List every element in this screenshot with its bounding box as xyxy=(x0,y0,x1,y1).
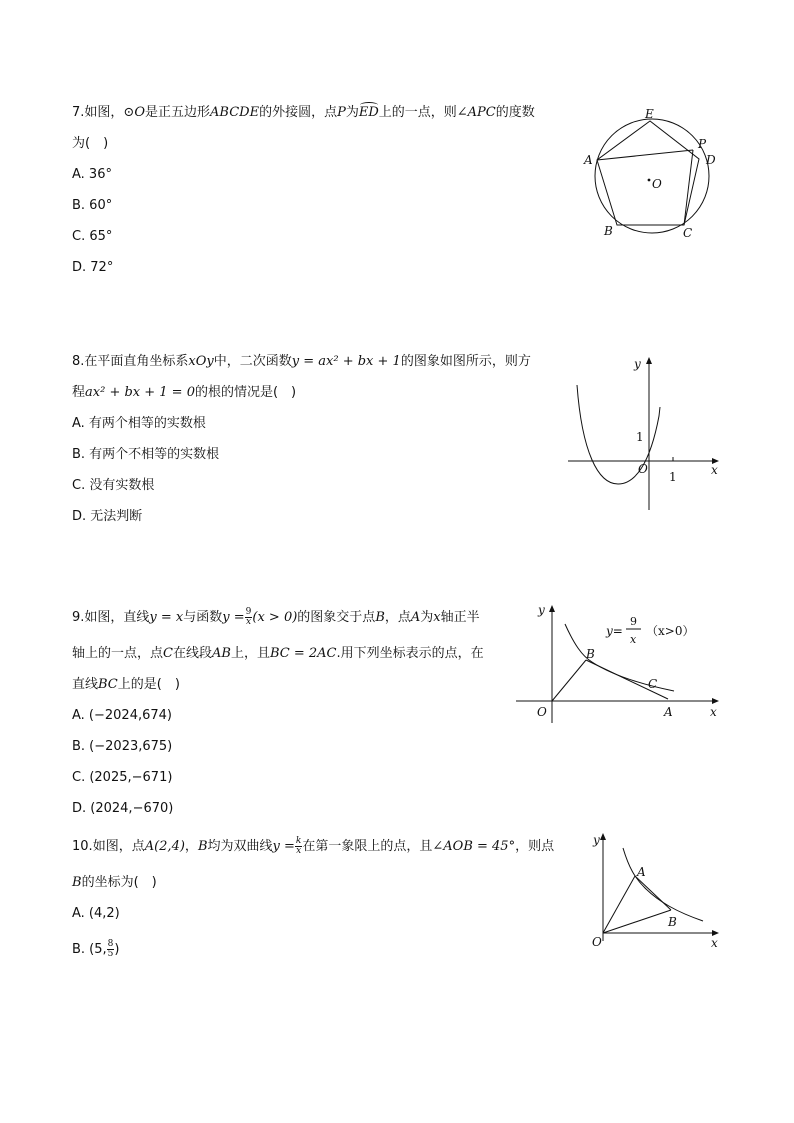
stem-text: 在平面直角坐标系 xyxy=(84,354,189,369)
question-8-stem xyxy=(72,353,531,371)
label-y: y xyxy=(634,357,641,371)
stem-text: 均为双曲线 xyxy=(207,839,273,854)
option-d[interactable]: D. 无法判断 xyxy=(72,509,143,524)
question-7-stem xyxy=(72,104,535,122)
label-C: C xyxy=(648,677,658,691)
line-y-equals-x xyxy=(552,660,586,701)
stem-text: 中，二次函数 xyxy=(213,354,292,369)
hyperbola xyxy=(623,848,703,921)
math-expression: y = xyxy=(222,610,245,625)
question-9-stem-line3 xyxy=(72,676,180,694)
label-y: y xyxy=(593,833,600,847)
option-a[interactable]: A. (−2024,674) xyxy=(72,708,172,723)
stem-text: ， xyxy=(184,839,198,854)
func-label-den: x xyxy=(630,633,637,646)
option-d[interactable]: D. 72° xyxy=(72,260,114,275)
stem-text: 的图象交于点 xyxy=(297,610,376,625)
label-O: O xyxy=(652,177,662,191)
label-O: O xyxy=(638,462,648,476)
stem-text: 如图，直线 xyxy=(84,610,150,625)
segment-OB xyxy=(603,910,671,933)
math-var: C xyxy=(163,646,173,661)
math-expression: y = xyxy=(272,839,295,854)
option-a[interactable]: A. (4,2) xyxy=(72,906,120,921)
math-var: BC xyxy=(98,677,118,692)
question-10-stem xyxy=(72,837,554,856)
math-expression: ∠AOB = 45° xyxy=(432,839,516,854)
stem-text: 直线 xyxy=(72,677,99,692)
math-expression: ax² + bx + 1 = 0 xyxy=(85,385,195,400)
stem-text: 与函数 xyxy=(183,610,223,625)
segment-PC xyxy=(684,150,693,225)
stem-text: 轴上的一点，点 xyxy=(72,646,164,661)
stem-text: ，点 xyxy=(384,610,411,625)
question-7-figure xyxy=(582,104,722,244)
math-expression: y = ax² + bx + 1 xyxy=(291,354,401,369)
option-b[interactable]: B. 60° xyxy=(72,198,113,213)
stem-text: 在线段 xyxy=(172,646,212,661)
stem-text: 上的一点，则 xyxy=(378,105,457,120)
label-E: E xyxy=(645,107,654,121)
stem-text: 是正五边形 xyxy=(145,105,211,120)
question-number: 10. xyxy=(72,839,93,854)
label-A: A xyxy=(664,705,673,719)
stem-text: 如图，点 xyxy=(92,839,145,854)
fraction-num: 9 xyxy=(245,607,252,617)
segment-AB xyxy=(635,876,671,910)
stem-text: ，则点 xyxy=(515,839,555,854)
math-var: x xyxy=(433,610,441,625)
circumcircle xyxy=(595,119,709,233)
label-y: y xyxy=(538,603,545,617)
math-var: AB xyxy=(211,646,231,661)
label-O: O xyxy=(537,705,547,719)
label-one-x: 1 xyxy=(669,470,677,484)
option-b-close: ) xyxy=(114,942,120,957)
stem-text: 的度数 xyxy=(495,105,535,120)
math-expression: BC = 2AC xyxy=(269,646,337,661)
math-expression: (x > 0) xyxy=(252,610,298,625)
fraction-den: x xyxy=(296,846,302,856)
func-label-num: 9 xyxy=(630,615,637,628)
label-C: C xyxy=(683,226,693,240)
stem-text: 为 xyxy=(345,105,359,120)
question-8-figure xyxy=(560,352,730,517)
fraction-den: 5 xyxy=(107,949,114,959)
question-number: 8. xyxy=(72,354,85,369)
label-B: B xyxy=(586,647,595,661)
math-var: xOy xyxy=(188,354,214,369)
stem-text: 在第一象限上的点，且 xyxy=(302,839,433,854)
option-a[interactable]: A. 36° xyxy=(72,167,112,182)
func-label-y: y= xyxy=(606,624,623,638)
fraction-num: 8 xyxy=(107,939,114,949)
question-9-stem-line2 xyxy=(72,645,484,663)
stem-text: 上的是( ) xyxy=(117,677,180,692)
math-expression: A(2,4) xyxy=(144,839,185,854)
question-7-stem-line2: 为( ) xyxy=(72,136,109,151)
stem-text: 的坐标为( ) xyxy=(81,875,157,890)
label-A: A xyxy=(584,153,593,167)
question-9-stem xyxy=(72,608,480,627)
label-x: x xyxy=(710,705,717,719)
option-c[interactable]: C. (2025,−671) xyxy=(72,770,173,785)
segment-OA xyxy=(603,876,635,933)
circle-symbol: ⊙ xyxy=(123,105,135,120)
stem-text: 程 xyxy=(72,385,86,400)
option-b[interactable] xyxy=(72,940,119,959)
arc-ED: ED xyxy=(358,105,379,120)
math-expression: y = x xyxy=(149,610,184,625)
segment-AP xyxy=(597,150,693,160)
math-var: A xyxy=(410,610,421,625)
func-label-cond: （x>0） xyxy=(646,624,695,638)
stem-text: 的图象如图所示，则方 xyxy=(400,354,531,369)
math-var: ∠APC xyxy=(456,105,496,120)
label-A: A xyxy=(637,865,646,879)
label-D: D xyxy=(706,153,716,167)
stem-text: 轴正半 xyxy=(440,610,480,625)
stem-text: 为 xyxy=(420,610,434,625)
fraction-num: k xyxy=(295,836,302,846)
question-number: 9. xyxy=(72,610,85,625)
label-x: x xyxy=(711,936,718,950)
option-b[interactable]: B. (−2023,675) xyxy=(72,739,173,754)
fraction-den: x xyxy=(245,617,252,627)
stem-text: 如图， xyxy=(84,105,124,120)
stem-text: 的根的情况是( ) xyxy=(194,385,297,400)
option-a[interactable]: A. 有两个相等的实数根 xyxy=(72,416,206,431)
stem-text: .用下列坐标表示的点，在 xyxy=(336,646,484,661)
option-c[interactable]: C. 没有实数根 xyxy=(72,478,155,493)
option-b-text: B. (5, xyxy=(72,942,107,957)
question-10-figure xyxy=(585,826,725,951)
center-point xyxy=(648,179,651,182)
label-x: x xyxy=(711,463,718,477)
math-var: B xyxy=(197,839,208,854)
math-var: B xyxy=(375,610,385,625)
math-var: B xyxy=(72,875,82,890)
question-number: 7. xyxy=(72,105,85,120)
label-one-y: 1 xyxy=(636,430,644,444)
math-var: ABCDE xyxy=(210,105,260,120)
math-var: O xyxy=(134,105,145,120)
stem-text: 的外接圆，点 xyxy=(259,105,338,120)
pentagon-ABCDE xyxy=(597,121,699,225)
question-9-figure xyxy=(510,598,725,728)
label-O: O xyxy=(592,935,602,949)
option-b[interactable]: B. 有两个不相等的实数根 xyxy=(72,447,220,462)
option-c[interactable]: C. 65° xyxy=(72,229,113,244)
question-8-stem-line2 xyxy=(72,384,296,402)
option-d[interactable]: D. (2024,−670) xyxy=(72,801,174,816)
label-P: P xyxy=(698,137,707,151)
question-10-stem-line2 xyxy=(72,874,157,892)
stem-text: 上，且 xyxy=(230,646,270,661)
label-B: B xyxy=(604,224,613,238)
label-B: B xyxy=(668,915,677,929)
math-var: P xyxy=(337,105,346,120)
